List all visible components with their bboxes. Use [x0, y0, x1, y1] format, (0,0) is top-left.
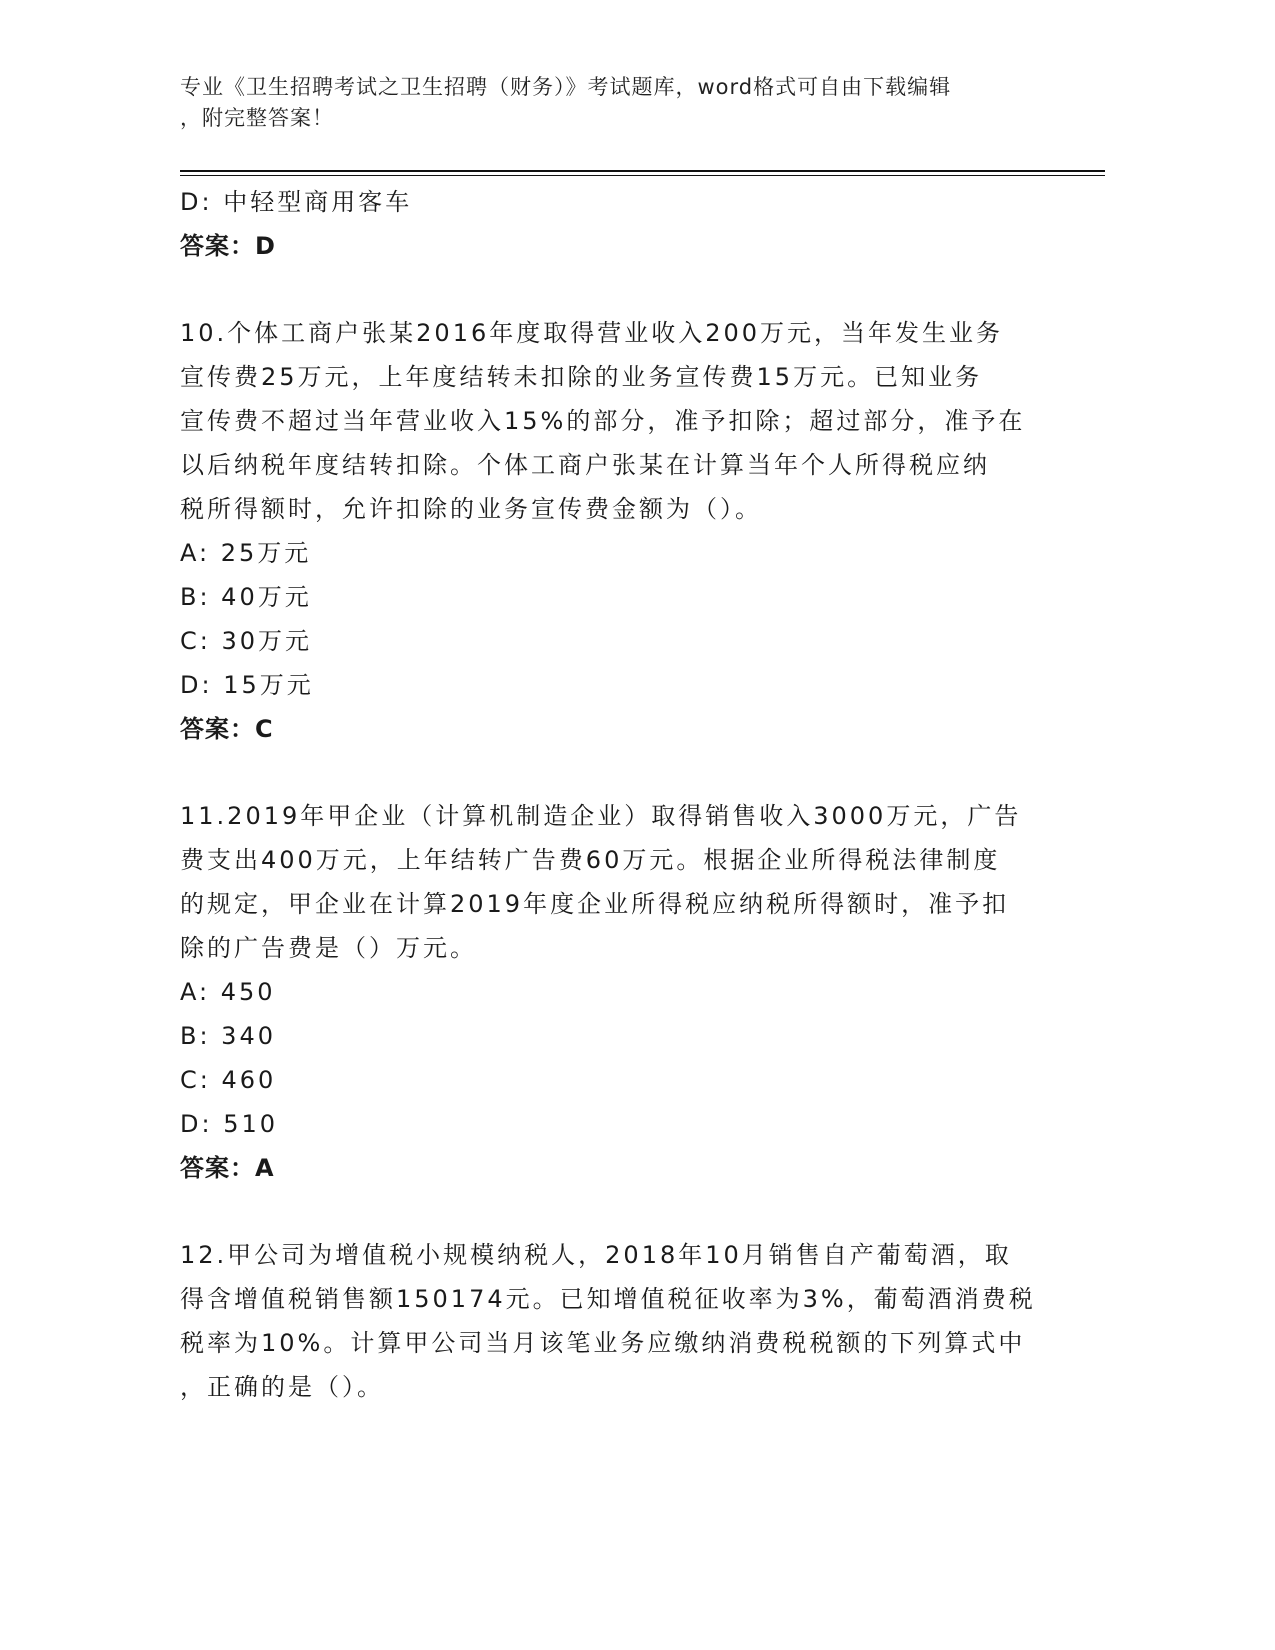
question-text-line: 10.个体工商户张某2016年度取得营业收入200万元，当年发生业务: [180, 319, 1004, 347]
question-text-line: 11.2019年甲企业（计算机制造企业）取得销售收入3000万元，广告: [180, 802, 1022, 830]
answer: 答案：D: [180, 232, 276, 260]
question-text-line: 的规定，甲企业在计算2019年度企业所得税应纳税所得额时，准予扣: [180, 890, 1010, 918]
question-text-line: 以后纳税年度结转扣除。个体工商户张某在计算当年个人所得税应纳: [180, 451, 990, 479]
option-c: C: 30万元: [180, 627, 313, 655]
option-d: D: 中轻型商用客车: [180, 188, 413, 216]
question-text-line: 税所得额时，允许扣除的业务宣传费金额为（）。: [180, 495, 762, 523]
question-text-line: 得含增值税销售额150174元。已知增值税征收率为3%，葡萄酒消费税: [180, 1285, 1036, 1313]
question-12: [180, 1233, 1040, 1409]
option-a: A: 25万元: [180, 539, 312, 567]
option-b: B: 40万元: [180, 583, 312, 611]
question-text-line: ，正确的是（）。: [180, 1373, 384, 1401]
document-header: [180, 72, 1050, 134]
question-text-line: 税率为10%。计算甲公司当月该笔业务应缴纳消费税税额的下列算式中: [180, 1329, 1026, 1357]
header-line-2: ，附完整答案！: [180, 106, 334, 130]
option-b: B: 340: [180, 1022, 276, 1050]
option-d: D: 15万元: [180, 671, 314, 699]
option-c: C: 460: [180, 1066, 277, 1094]
header-divider-thin: [180, 175, 1105, 176]
document-body: [180, 180, 1040, 1409]
previous-question-tail: [180, 180, 1040, 268]
header-divider-thick: [180, 170, 1105, 172]
question-text-line: 12.甲公司为增值税小规模纳税人，2018年10月销售自产葡萄酒，取: [180, 1241, 1012, 1269]
question-text-line: 宣传费不超过当年营业收入15%的部分，准予扣除；超过部分，准予在: [180, 407, 1026, 435]
option-d: D: 510: [180, 1110, 279, 1138]
question-text-line: 宣传费25万元，上年度结转未扣除的业务宣传费15万元。已知业务: [180, 363, 983, 391]
header-line-1: 专业《卫生招聘考试之卫生招聘（财务）》考试题库，word格式可自由下载编辑: [180, 75, 952, 99]
question-text-line: 费支出400万元，上年结转广告费60万元。根据企业所得税法律制度: [180, 846, 1001, 874]
answer: 答案：C: [180, 715, 274, 743]
question-text-line: 除的广告费是（）万元。: [180, 934, 477, 962]
question-11: [180, 794, 1040, 1190]
option-a: A: 450: [180, 978, 276, 1006]
question-10: [180, 311, 1040, 751]
answer: 答案：A: [180, 1154, 275, 1182]
